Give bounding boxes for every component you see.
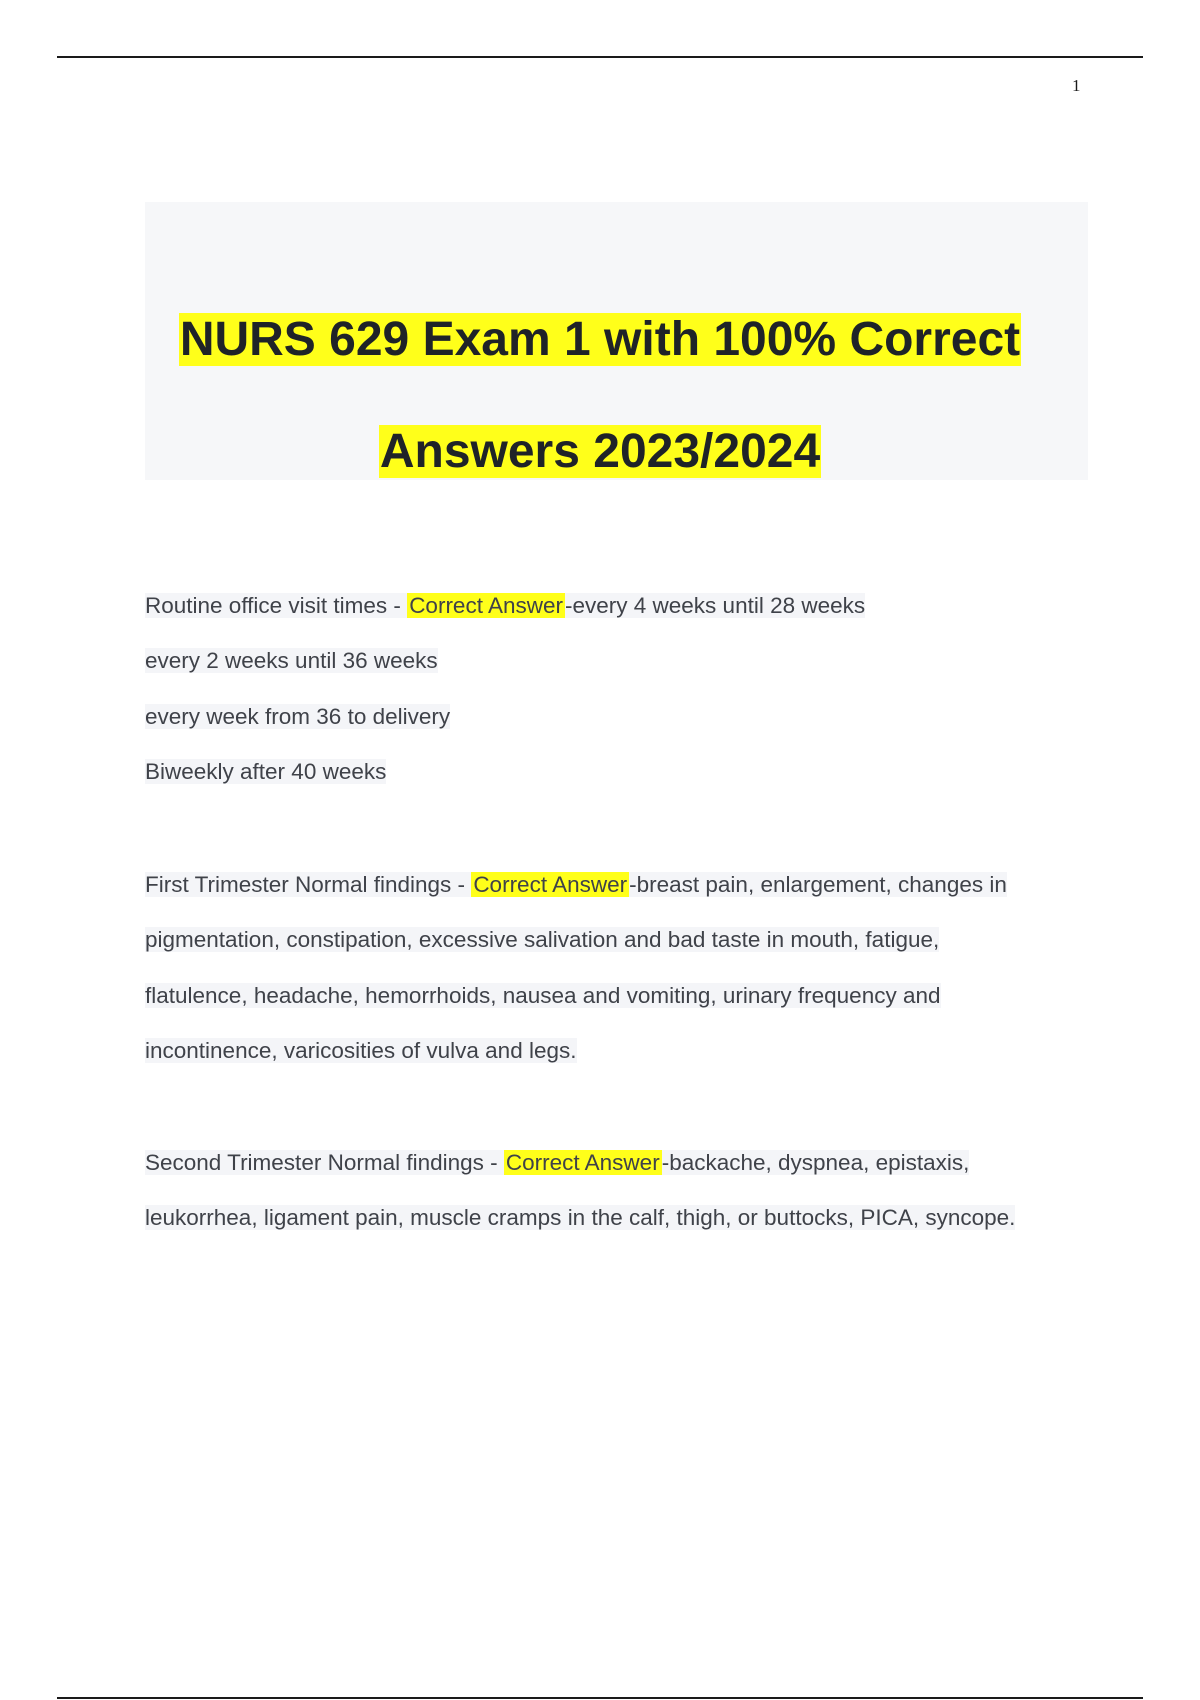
question-text: Second Trimester Normal findings - xyxy=(145,1150,504,1175)
qa-2-line-1 xyxy=(145,869,1007,901)
page-number: 1 xyxy=(1072,76,1081,95)
qa-1-line-2 xyxy=(145,645,438,677)
title-highlight-2: Answers 2023/2024 xyxy=(379,425,821,478)
answer-text: incontinence, varicosities of vulva and legs. xyxy=(145,1038,577,1063)
qa-1-line-1 xyxy=(145,590,865,622)
answer-text: Biweekly after 40 weeks xyxy=(145,759,387,784)
footer-rule xyxy=(57,1697,1143,1699)
qa-1-line-4 xyxy=(145,756,386,788)
answer-text: every 2 weeks until 36 weeks xyxy=(145,648,438,673)
answer-text: pigmentation, constipation, excessive salivation and bad taste in mouth, fatigue, xyxy=(145,927,940,952)
answer-text: leukorrhea, ligament pain, muscle cramps in the calf, thigh, or buttocks, PICA, syncope. xyxy=(145,1205,1016,1230)
question-text: First Trimester Normal findings - xyxy=(145,872,472,897)
answer-text: -every 4 weeks until 28 weeks xyxy=(565,593,866,618)
qa-2-line-3 xyxy=(145,980,941,1012)
correct-answer-tag: Correct Answer xyxy=(505,1150,660,1175)
qa-2-line-2 xyxy=(145,924,939,956)
answer-text: every week from 36 to delivery xyxy=(145,704,451,729)
document-title-line-2 xyxy=(0,424,1200,480)
answer-text: -backache, dyspnea, epistaxis, xyxy=(661,1150,970,1175)
qa-3-line-1 xyxy=(145,1147,969,1179)
correct-answer-tag: Correct Answer xyxy=(409,593,563,618)
correct-answer-tag: Correct Answer xyxy=(473,872,628,897)
header-rule xyxy=(57,56,1143,58)
answer-text: -breast pain, enlargement, changes in xyxy=(629,872,1007,897)
answer-text: flatulence, headache, hemorrhoids, nausea and vomiting, urinary frequency and xyxy=(145,983,941,1008)
qa-1-line-3 xyxy=(145,701,450,733)
title-highlight-1: NURS 629 Exam 1 with 100% Correct xyxy=(179,313,1021,366)
document-title-line-1 xyxy=(0,312,1200,368)
question-text: Routine office visit times - xyxy=(145,593,408,618)
qa-3-line-2 xyxy=(145,1202,1015,1234)
qa-2-line-4 xyxy=(145,1035,577,1067)
